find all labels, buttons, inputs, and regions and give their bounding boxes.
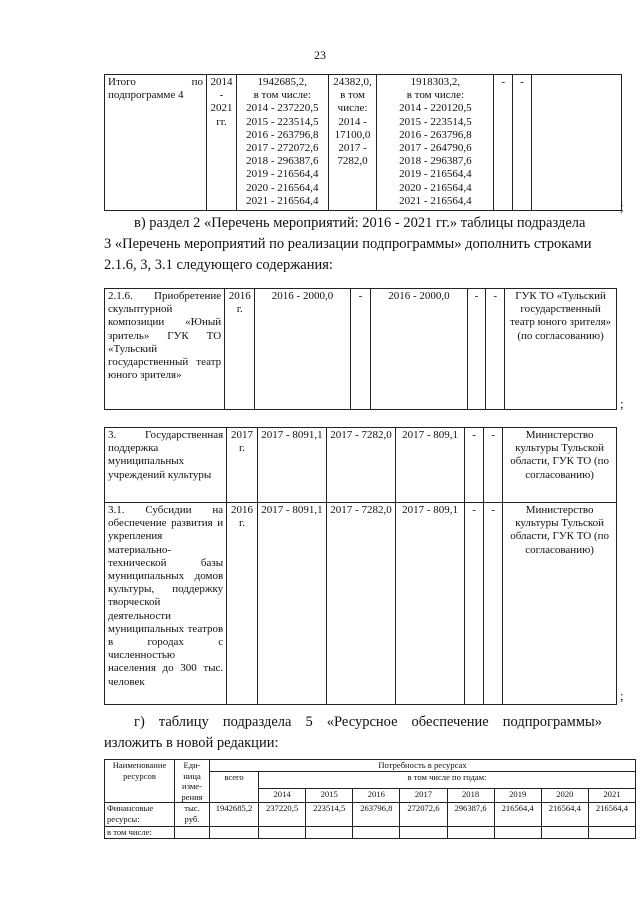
cell-empty — [541, 827, 588, 839]
cell-total: 2016 - 2000,0 — [255, 289, 350, 410]
para-v-line1: в) раздел 2 «Перечень мероприятий: 2016 - 2021 гг.» таблицы подраздела — [134, 215, 586, 231]
cell-total: 2017 - 8091,1 — [257, 503, 326, 705]
cell-col2: 2017 - 7282,0 — [326, 503, 395, 705]
cell-empty — [210, 827, 259, 839]
page-number: 23 — [314, 48, 326, 62]
year-header: 2021 — [588, 789, 635, 803]
para-g-line1: г) таблицу подраздела 5 «Ресурсное обеспечение подпрограммы» — [134, 714, 602, 730]
semicolon: ; — [620, 688, 624, 703]
cell-total: 1942685,2 — [210, 803, 259, 827]
cell-year-value: 237220,5 — [259, 803, 306, 827]
header-unit: Еди-ница изме-рения — [175, 760, 210, 803]
cell-empty — [175, 827, 210, 839]
table-row — [105, 428, 617, 503]
row-name: 3.1. Субсидии на обеспечение развития и укрепления материально-технической базы муниципальных домов культуры, поддержку творческой деятельности муниципальных театров в городах с численностью населения до 300 тыс. человек — [105, 503, 227, 705]
cell-col2: 2017 - 7282,0 — [326, 428, 395, 503]
year-header: 2016 — [353, 789, 400, 803]
cell-col3: 1918303,2, в том числе: 2014 - 220120,5 2015 - 223514,5 2016 - 263796,8 2017 - 264790,6 2018 - 296387,6 2019 - 216564,4 2020 - 216564,4 2021 - 216564,4 — [377, 75, 494, 211]
header-name: Наименование ресурсов — [105, 760, 175, 803]
semicolon: ; — [620, 396, 624, 411]
para-g-line2: изложить в новой редакции: — [104, 735, 279, 751]
row-period: 2014 - 2021 гг. — [207, 75, 237, 211]
row-name: 2.1.6. Приобретение скульптурной композиции «Юный зритель» ГУК ТО «Тульский государственный театр юного зрителя» — [105, 289, 225, 410]
cell-col5: - — [484, 428, 503, 503]
cell-empty — [494, 827, 541, 839]
cell-year-value: 216564,4 — [541, 803, 588, 827]
table-subprogram-total — [104, 74, 622, 211]
cell-col5: - — [486, 289, 505, 410]
header-need: Потребность в ресурсах — [210, 760, 636, 772]
table-row — [105, 503, 617, 705]
cell-year-value: 272072,6 — [400, 803, 447, 827]
cell-col3: 2017 - 809,1 — [396, 428, 465, 503]
cell-executor: ГУК ТО «Тульский государственный театр юного зрителя» (по согласованию) — [505, 289, 617, 410]
cell-year-value: 216564,4 — [588, 803, 635, 827]
row-unit: тыс. руб. — [175, 803, 210, 827]
row-year: 2016 г. — [227, 503, 258, 705]
row-year: 2016 г. — [225, 289, 255, 410]
cell-empty — [353, 827, 400, 839]
year-header: 2017 — [400, 789, 447, 803]
cell-total: 2017 - 8091,1 — [257, 428, 326, 503]
cell-year-value: 223514,5 — [306, 803, 353, 827]
year-header: 2020 — [541, 789, 588, 803]
para-v-line2: 3 «Перечень мероприятий по реализации подпрограммы» дополнить строками — [104, 236, 592, 252]
cell-year-value: 296387,6 — [447, 803, 494, 827]
cell-col2: - — [350, 289, 371, 410]
row-name: Итого по подпрограмме 4 — [105, 75, 207, 211]
cell-year-value: 216564,4 — [494, 803, 541, 827]
year-header: 2015 — [306, 789, 353, 803]
cell-col5: - — [484, 503, 503, 705]
cell-total: 1942685,2, в том числе: 2014 - 237220,5 2015 - 223514,5 2016 - 263796,8 2017 - 272072,6 2018 - 296387,6 2019 - 216564,4 2020 - 216564,4 2021 - 216564,4 — [236, 75, 328, 211]
cell-empty — [400, 827, 447, 839]
year-header: 2019 — [494, 789, 541, 803]
header-by-years: в том числе по годам: — [259, 772, 636, 789]
header-total: всего — [210, 772, 259, 803]
cell-col4: - — [494, 75, 513, 211]
year-header: 2014 — [259, 789, 306, 803]
row-name: в том числе: — [105, 827, 175, 839]
cell-col3: 2016 - 2000,0 — [371, 289, 467, 410]
table-resources — [104, 759, 636, 839]
cell-executor: Министерство культуры Тульской области, ГУК ТО (по согласованию) — [503, 503, 617, 705]
cell-executor-empty — [531, 75, 621, 211]
cell-col2: 24382,0, в том числе: 2014 - 17100,0 2017 - 7282,0 — [328, 75, 377, 211]
semicolon: ; — [620, 199, 624, 214]
cell-col5: - — [513, 75, 532, 211]
cell-executor: Министерство культуры Тульской области, ГУК ТО (по согласованию) — [503, 428, 617, 503]
cell-empty — [259, 827, 306, 839]
row-name: Финансовые ресурсы: — [105, 803, 175, 827]
row-year: 2017 г. — [227, 428, 258, 503]
cell-col4: - — [467, 289, 486, 410]
row-name: 3. Государственная поддержка муниципальных учреждений культуры — [105, 428, 227, 503]
table-rows-3-3-1 — [104, 427, 617, 705]
table-row-2-1-6 — [104, 288, 617, 410]
year-header: 2018 — [447, 789, 494, 803]
cell-col3: 2017 - 809,1 — [396, 503, 465, 705]
cell-year-value: 263796,8 — [353, 803, 400, 827]
cell-empty — [588, 827, 635, 839]
cell-col4: - — [465, 503, 484, 705]
para-v-line3: 2.1.6, 3, 3.1 следующего содержания: — [104, 257, 333, 273]
cell-empty — [306, 827, 353, 839]
cell-empty — [447, 827, 494, 839]
cell-col4: - — [465, 428, 484, 503]
